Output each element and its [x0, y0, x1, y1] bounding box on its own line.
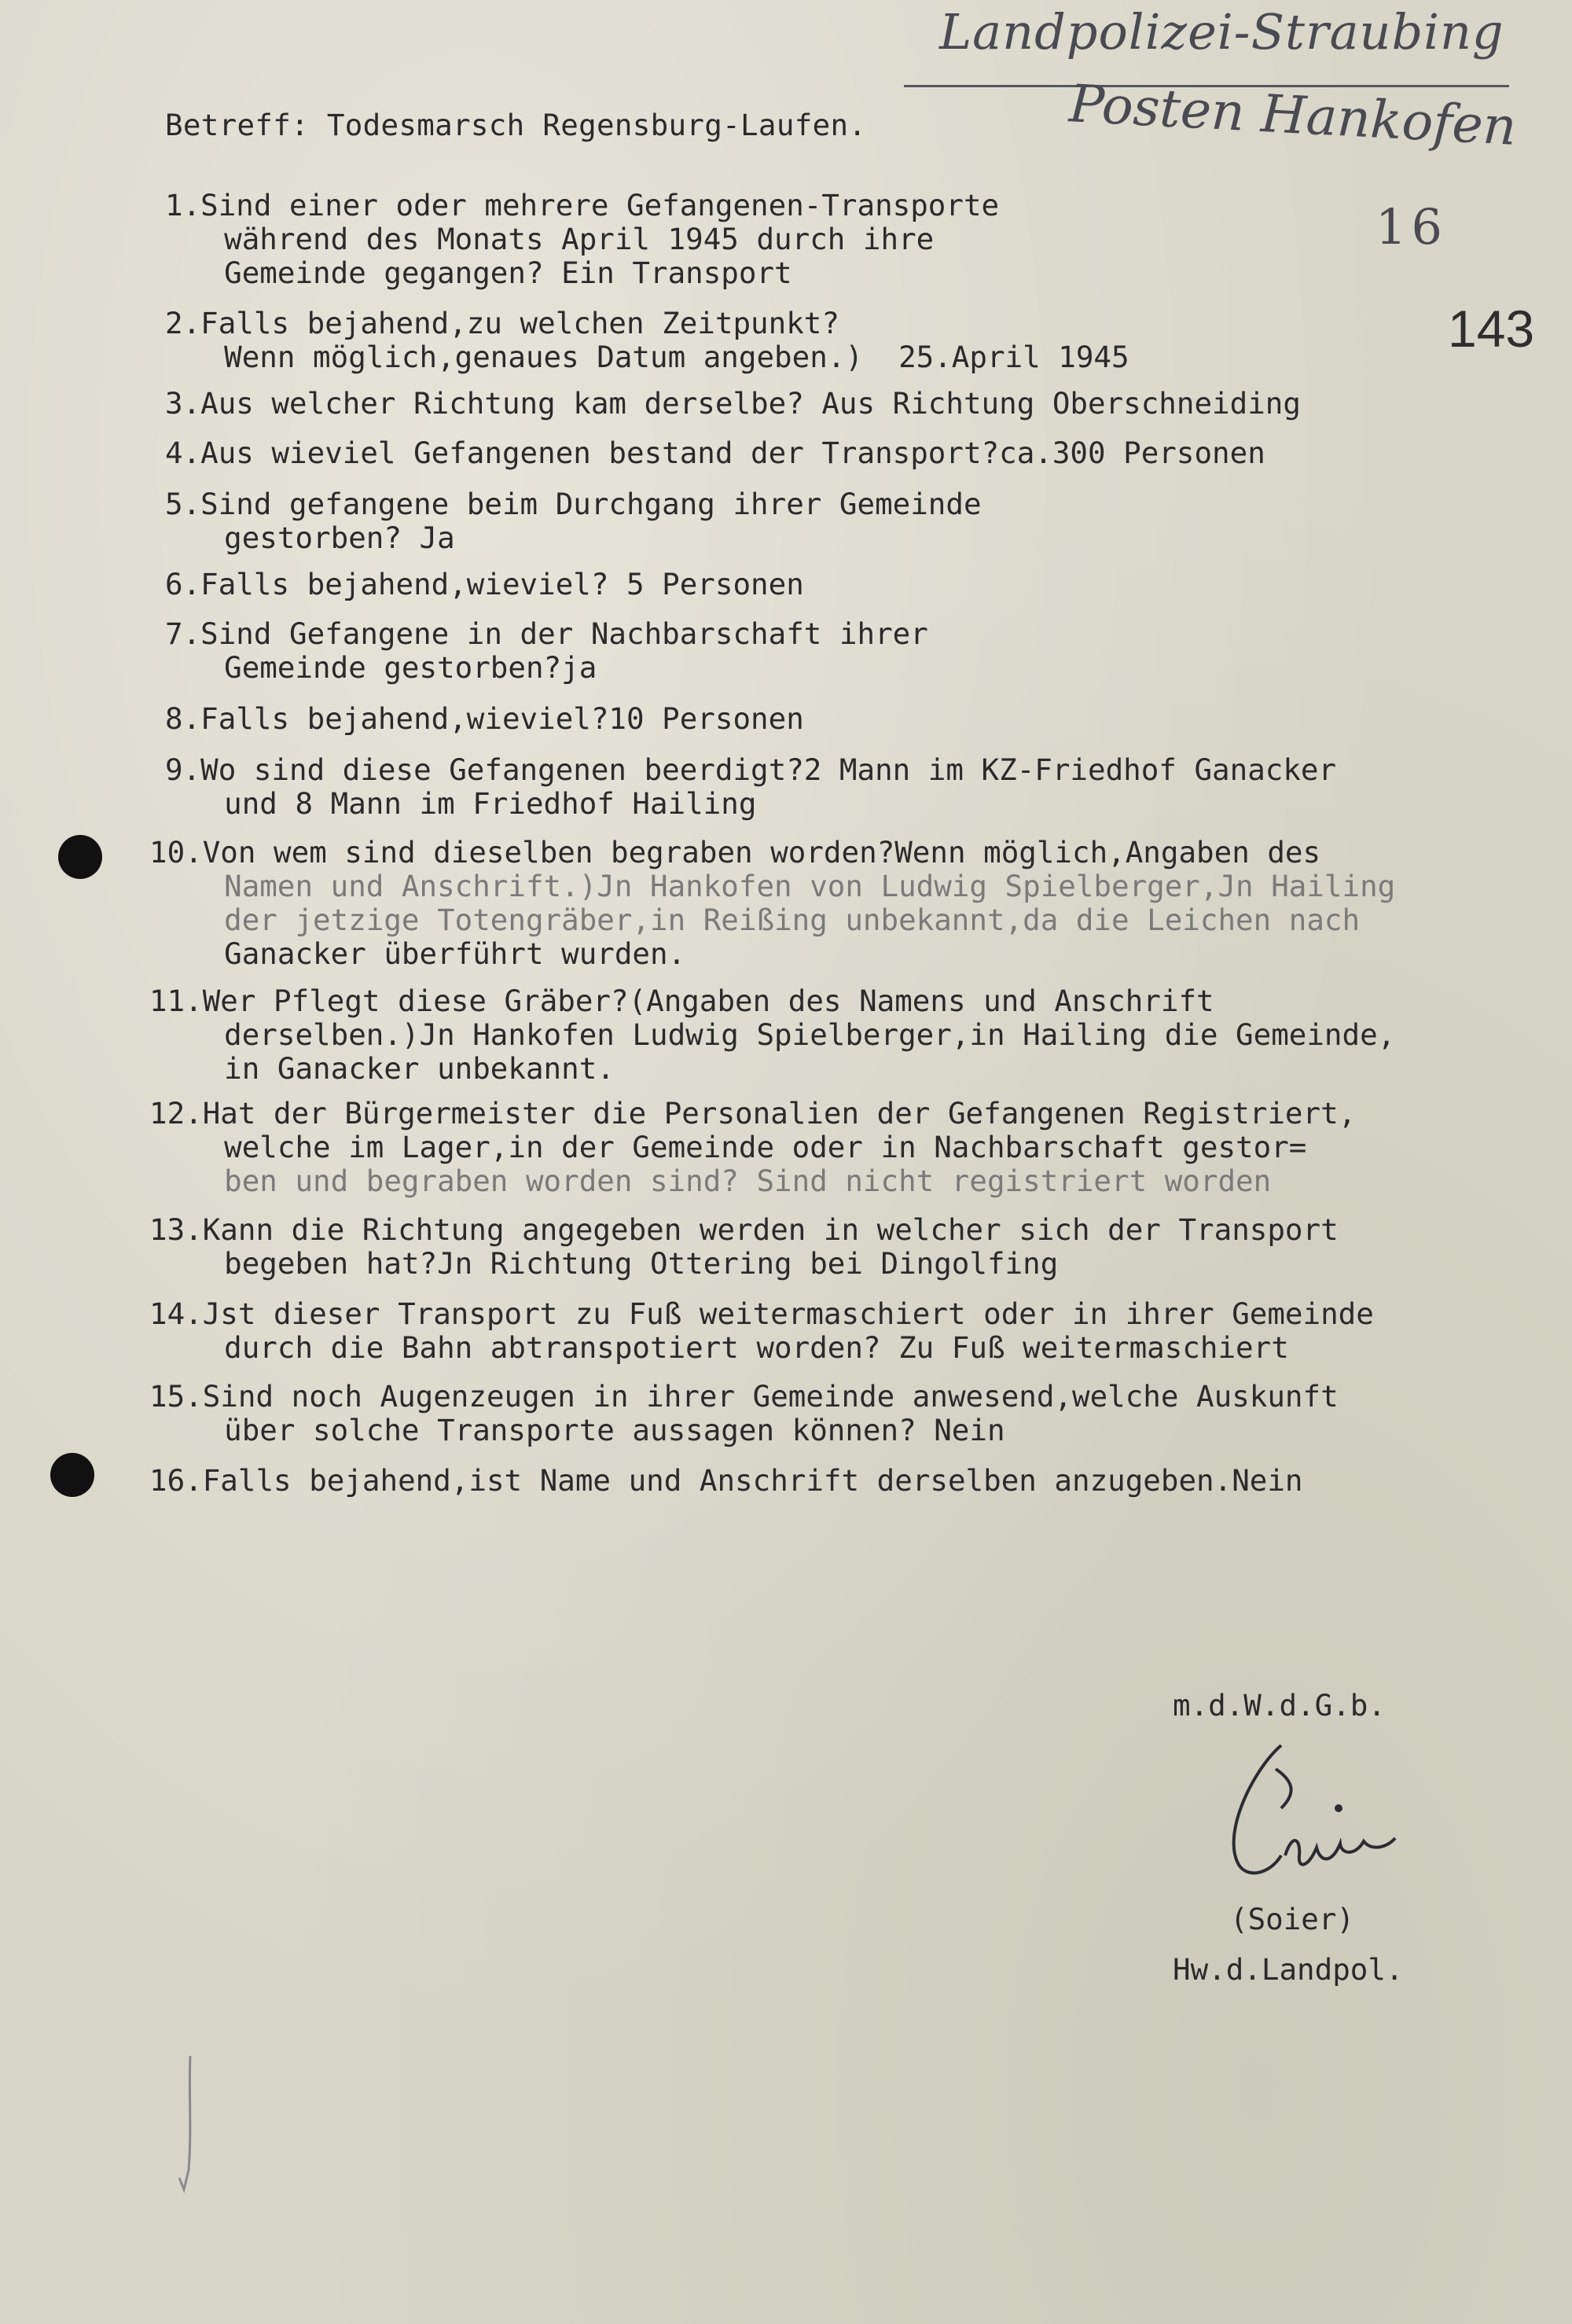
question-12 [149, 1097, 1356, 1198]
question-10 [149, 836, 1395, 971]
question-line: 5.Sind gefangene beim Durchgang ihrer Gemeinde [165, 487, 982, 521]
page-number: 143 [1448, 300, 1535, 358]
question-line: 15.Sind noch Augenzeugen in ihrer Gemeinde anwesend,welche Auskunft [149, 1379, 1339, 1414]
question-line: 9.Wo sind diese Gefangenen beerdigt?2 Mann im KZ-Friedhof Ganacker [165, 752, 1337, 787]
pencil-mark [165, 2052, 204, 2193]
question-line: 14.Jst dieser Transport zu Fuß weitermaschiert oder in ihrer Gemeinde [149, 1296, 1374, 1331]
question-line: Gemeinde gegangen? Ein Transport [189, 256, 792, 290]
question-15 [149, 1380, 1339, 1447]
handwritten-file-mark: 16 [1376, 198, 1447, 256]
question-line: 16.Falls bejahend,ist Name und Anschrift derselben anzugeben.Nein [149, 1463, 1303, 1498]
question-1 [165, 189, 999, 290]
question-3 [165, 387, 1301, 421]
question-line: durch die Bahn abtranspotiert worden? Zu Fuß weitermaschiert [189, 1330, 1289, 1365]
question-line: 7.Sind Gefangene in der Nachbarschaft ihrer [165, 616, 928, 651]
signatory-name: (Soier) [1230, 1902, 1355, 1936]
question-11 [149, 984, 1395, 1086]
question-13 [149, 1213, 1339, 1281]
question-5 [165, 487, 982, 555]
question-line: 11.Wer Pflegt diese Gräber?(Angaben des Namens und Anschrift [149, 984, 1214, 1018]
question-line: während des Monats April 1945 durch ihre [189, 222, 935, 256]
question-line: der jetzige Totengräber,in Reißing unbekannt,da die Leichen nach [189, 903, 1361, 937]
punch-hole-lower [50, 1453, 94, 1497]
question-line: und 8 Mann im Friedhof Hailing [189, 786, 757, 821]
question-9 [165, 753, 1336, 821]
signatory-title: Hw.d.Landpol. [1173, 1952, 1404, 1987]
handwritten-signature [1207, 1737, 1411, 1895]
question-line: 8.Falls bejahend,wieviel?10 Personen [165, 701, 804, 736]
handwritten-posten-note: Posten Hankofen [1067, 73, 1519, 157]
question-line: derselben.)Jn Hankofen Ludwig Spielberger,in Hailing die Gemeinde, [189, 1017, 1396, 1052]
question-16 [149, 1464, 1303, 1498]
question-line: ben und begraben worden sind? Sind nicht registriert worden [189, 1164, 1272, 1198]
question-line: 4.Aus wieviel Gefangenen bestand der Transport?ca.300 Personen [165, 436, 1265, 470]
question-line: 6.Falls bejahend,wieviel? 5 Personen [165, 567, 804, 601]
question-line: begeben hat?Jn Richtung Ottering bei Dingolfing [189, 1246, 1059, 1281]
closing-abbreviation: m.d.W.d.G.b. [1173, 1688, 1386, 1723]
question-line: welche im Lager,in der Gemeinde oder in Nachbarschaft gestor= [189, 1130, 1307, 1164]
question-line: 3.Aus welcher Richtung kam derselbe? Aus Richtung Oberschneiding [165, 386, 1301, 421]
question-line: 2.Falls bejahend,zu welchen Zeitpunkt? [165, 306, 839, 340]
question-line: in Ganacker unbekannt. [189, 1051, 615, 1086]
question-line: gestorben? Ja [189, 520, 455, 555]
question-line: Namen und Anschrift.)Jn Hankofen von Ludwig Spielberger,Jn Hailing [189, 869, 1396, 903]
question-line: 13.Kann die Richtung angegeben werden in welcher sich der Transport [149, 1212, 1339, 1247]
subject-line: Betreff: Todesmarsch Regensburg-Laufen. [165, 108, 867, 142]
question-line: Ganacker überführt wurden. [189, 936, 686, 971]
question-line: Wenn möglich,genaues Datum angeben.) 25.April 1945 [189, 340, 1129, 374]
question-8 [165, 702, 804, 736]
question-14 [149, 1297, 1374, 1365]
question-line: über solche Transporte aussagen können? Nein [189, 1413, 1005, 1447]
question-7 [165, 617, 928, 685]
punch-hole-upper [58, 835, 102, 879]
question-2 [165, 307, 1129, 374]
question-6 [165, 568, 804, 601]
question-line: 1.Sind einer oder mehrere Gefangenen-Transporte [165, 188, 1000, 222]
question-4 [165, 436, 1265, 470]
handwritten-office-note: Landpolizei-Straubing [939, 3, 1504, 61]
question-line: 10.Von wem sind dieselben begraben worden?Wenn möglich,Angaben des [149, 835, 1321, 870]
question-line: Gemeinde gestorben?ja [189, 650, 597, 685]
question-line: 12.Hat der Bürgermeister die Personalien der Gefangenen Registriert, [149, 1096, 1357, 1131]
